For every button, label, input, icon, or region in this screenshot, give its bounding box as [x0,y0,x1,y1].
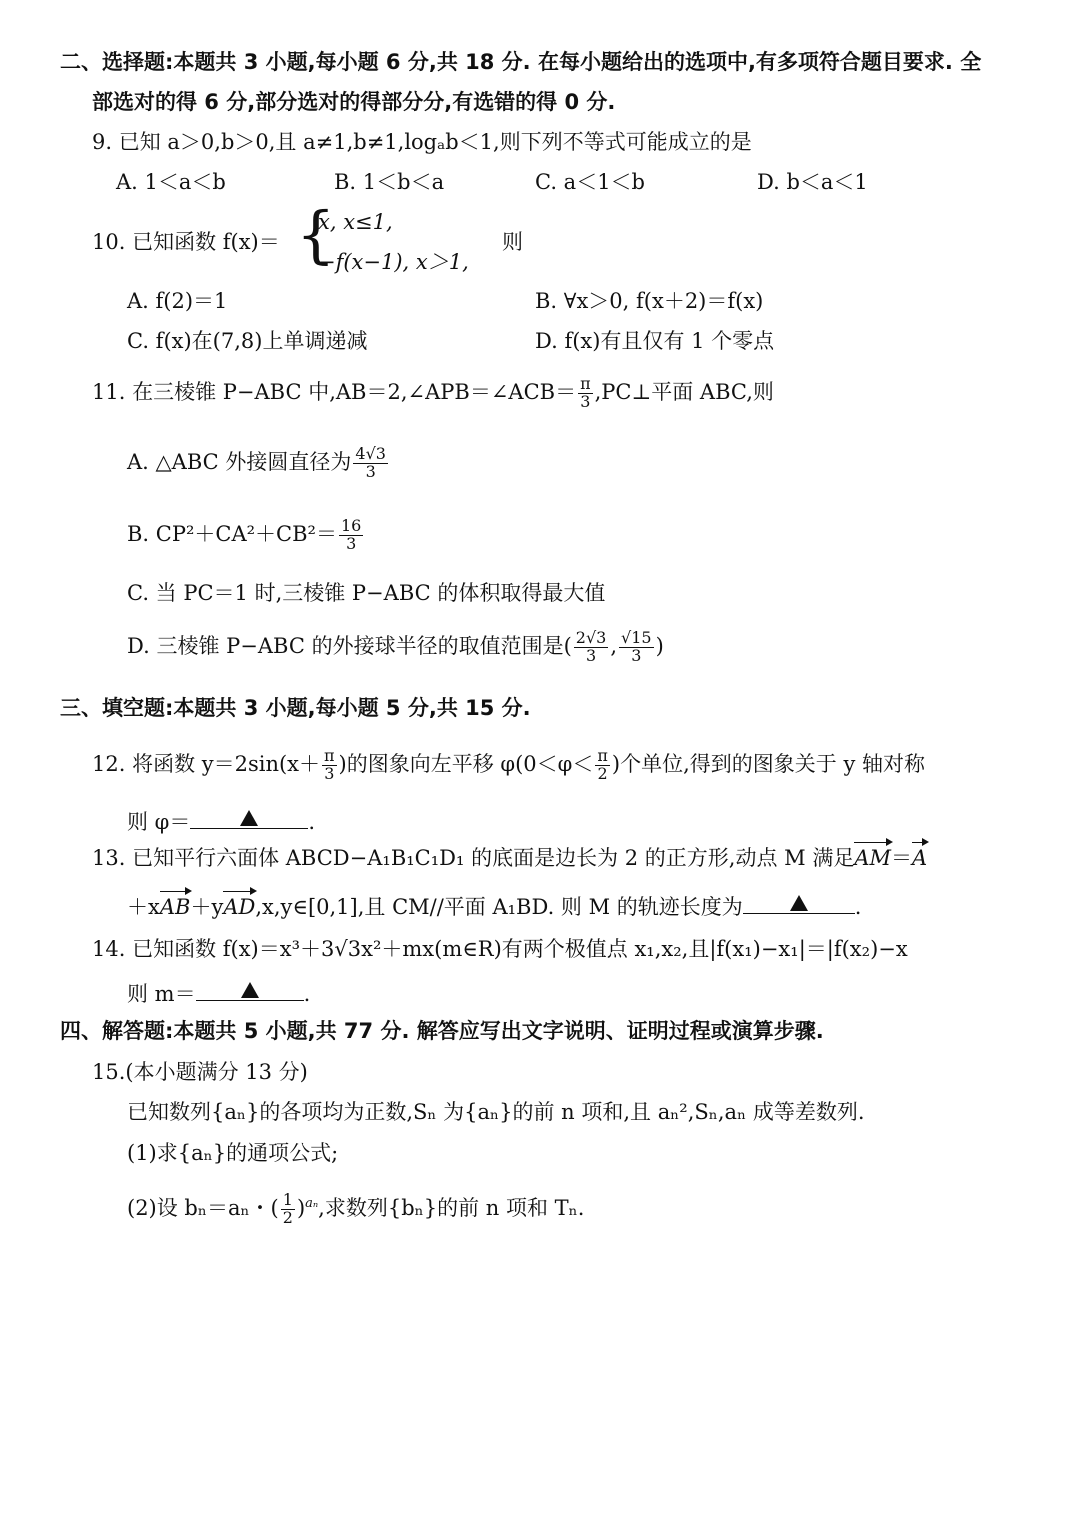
q11-option-d-num1: 2√3 [575,628,607,647]
q13-plus-x: ＋x [127,895,160,919]
q12-answer-label: 则 φ＝ [127,810,191,834]
q9-option-c: C. a＜1＜b [535,170,645,194]
q13-plus-y: ＋y [190,895,224,919]
q11-stem-b: ,PC⊥平面 ABC,则 [594,379,774,404]
q10-case-1: x, x≤1, [318,210,393,234]
q15-part-2-a: (2)设 bₙ＝aₙ・( [127,1195,279,1220]
section3-heading: 三、填空题:本题共 3 小题,每小题 5 分,共 15 分. [60,696,531,720]
q13-vector-a: A [912,846,928,870]
section4-heading: 四、解答题:本题共 5 小题,共 77 分. 解答应写出文字说明、证明过程或演算步骤. [60,1019,824,1043]
q11-option-d-text: D. 三棱锥 P−ABC 的外接球半径的取值范围是( [127,633,572,658]
q11-stem-a: 11. 在三棱锥 P−ABC 中,AB＝2,∠APB＝∠ACB＝ [92,379,577,404]
q15-part-2-c: ,求数列{bₙ}的前 n 项和 Tₙ. [318,1195,585,1220]
q15-title: 15.(本小题满分 13 分) [92,1060,308,1084]
q12-pi-1: π [324,746,335,765]
triangle-icon [790,895,808,911]
q11-option-b-text: B. CP²＋CA²＋CB²＝ [127,521,337,546]
q15-half-fraction [281,1192,295,1227]
q12-answer-blank[interactable] [190,806,308,829]
q10-option-b: B. ∀x＞0, f(x＋2)＝f(x) [535,289,764,313]
triangle-icon [240,810,258,826]
q13-stem [92,846,927,871]
q11-angle-fraction [578,376,593,411]
q11-option-d-comma: , [610,633,618,658]
q15-exponent: aₙ [305,1195,319,1211]
q11-pi: π [580,374,591,393]
q9-option-b: B. 1＜b＜a [334,170,445,194]
q12-stem-a: 12. 将函数 y＝2sin(x＋ [92,751,321,776]
section2-heading-cont: 部选对的得 6 分,部分选对的得部分分,有选错的得 0 分. [92,90,616,114]
q13-line2 [127,891,861,920]
q12-answer-line [127,806,315,835]
q10-option-d: D. f(x)有且仅有 1 个零点 [535,329,775,353]
q11-option-a [127,446,390,481]
q14-answer-line [127,978,310,1007]
q11-option-a-text: A. △ABC 外接圆直径为 [127,449,352,474]
q13-equals: ＝ [891,846,912,870]
q12-pi-2: π [597,746,608,765]
q13-vector-ad: AD [223,895,256,919]
q12-end: . [308,810,316,834]
q13-answer-blank[interactable] [743,891,855,914]
q12-fraction-2 [595,748,610,783]
q11-option-d-fraction-1 [574,630,609,665]
triangle-icon [241,982,259,998]
q12-stem-c: )个单位,得到的图象关于 y 轴对称 [611,751,925,776]
q11-option-b-fraction [339,518,363,553]
q10-lead: 10. 已知函数 f(x)＝ [92,230,280,254]
q12-fraction-1 [322,748,337,783]
q11-option-d-fraction-2 [619,630,654,665]
q13-vector-ab: AB [159,895,191,919]
q11-stem [92,376,774,411]
q13-vector-am: AM [854,846,891,870]
q11-three: 3 [580,391,591,411]
q11-option-b [127,518,365,553]
q13-stem-a: 13. 已知平行六面体 ABCD−A₁B₁C₁D₁ 的底面是边长为 2 的正方形,动点 M 满足 [92,846,855,870]
q11-option-b-num: 16 [340,516,362,535]
q12-stem-b: )的图象向左平移 φ(0＜φ＜ [338,751,594,776]
q9-option-a: A. 1＜a＜b [116,170,226,194]
q15-part-2-b: ) [296,1195,306,1220]
q15-one: 1 [282,1190,293,1209]
q13-stem-b: ,x,y∈[0,1],且 CM//平面 A₁BD. 则 M 的轨迹长度为 [255,895,743,919]
q9-stem: 9. 已知 a＞0,b＞0,且 a≠1,b≠1,logₐb＜1,则下列不等式可能成立的是 [92,130,752,154]
q11-option-b-den: 3 [346,533,357,553]
q13-end: . [854,895,862,919]
q12-two: 2 [597,763,608,783]
q15-stem: 已知数列{aₙ}的各项均为正数,Sₙ 为{aₙ}的前 n 项和,且 aₙ²,Sₙ,aₙ 成等差数列. [127,1100,865,1124]
q11-option-d [127,630,664,665]
q15-part-1: (1)求{aₙ}的通项公式; [127,1141,339,1165]
section2-heading: 二、选择题:本题共 3 小题,每小题 6 分,共 18 分. 在每小题给出的选项中,有多项符合题目要求. 全 [60,50,982,74]
q10-case-2: −f(x−1), x＞1, [318,250,469,274]
q10-brace: { [296,198,336,271]
q11-option-d-den2: 3 [631,645,642,665]
q11-option-a-fraction [353,446,388,481]
q10-option-c: C. f(x)在(7,8)上单调递减 [127,329,368,353]
q12-three: 3 [324,763,335,783]
q11-option-d-den1: 3 [585,645,597,665]
q11-option-d-num2: √15 [621,628,652,647]
q14-answer-label: 则 m＝ [127,982,196,1006]
q14-stem: 14. 已知函数 f(x)＝x³＋3√3x²＋mx(m∈R)有两个极值点 x₁,x₂,且|f(x₁)−x₁|＝|f(x₂)−x [92,937,908,961]
q10-tail: 则 [502,230,523,254]
q11-option-a-den: 3 [365,461,376,481]
q10-option-a: A. f(2)＝1 [127,289,228,313]
q9-option-d: D. b＜a＜1 [757,170,868,194]
q11-option-c: C. 当 PC＝1 时,三棱锥 P−ABC 的体积取得最大值 [127,581,606,605]
q11-option-a-num: 4√3 [355,444,386,463]
q11-option-d-close: ) [655,633,664,658]
q15-part-2 [127,1192,584,1227]
q15-two: 2 [282,1207,293,1227]
q14-end: . [303,982,311,1006]
q12-stem [92,748,925,783]
q14-answer-blank[interactable] [196,978,304,1001]
